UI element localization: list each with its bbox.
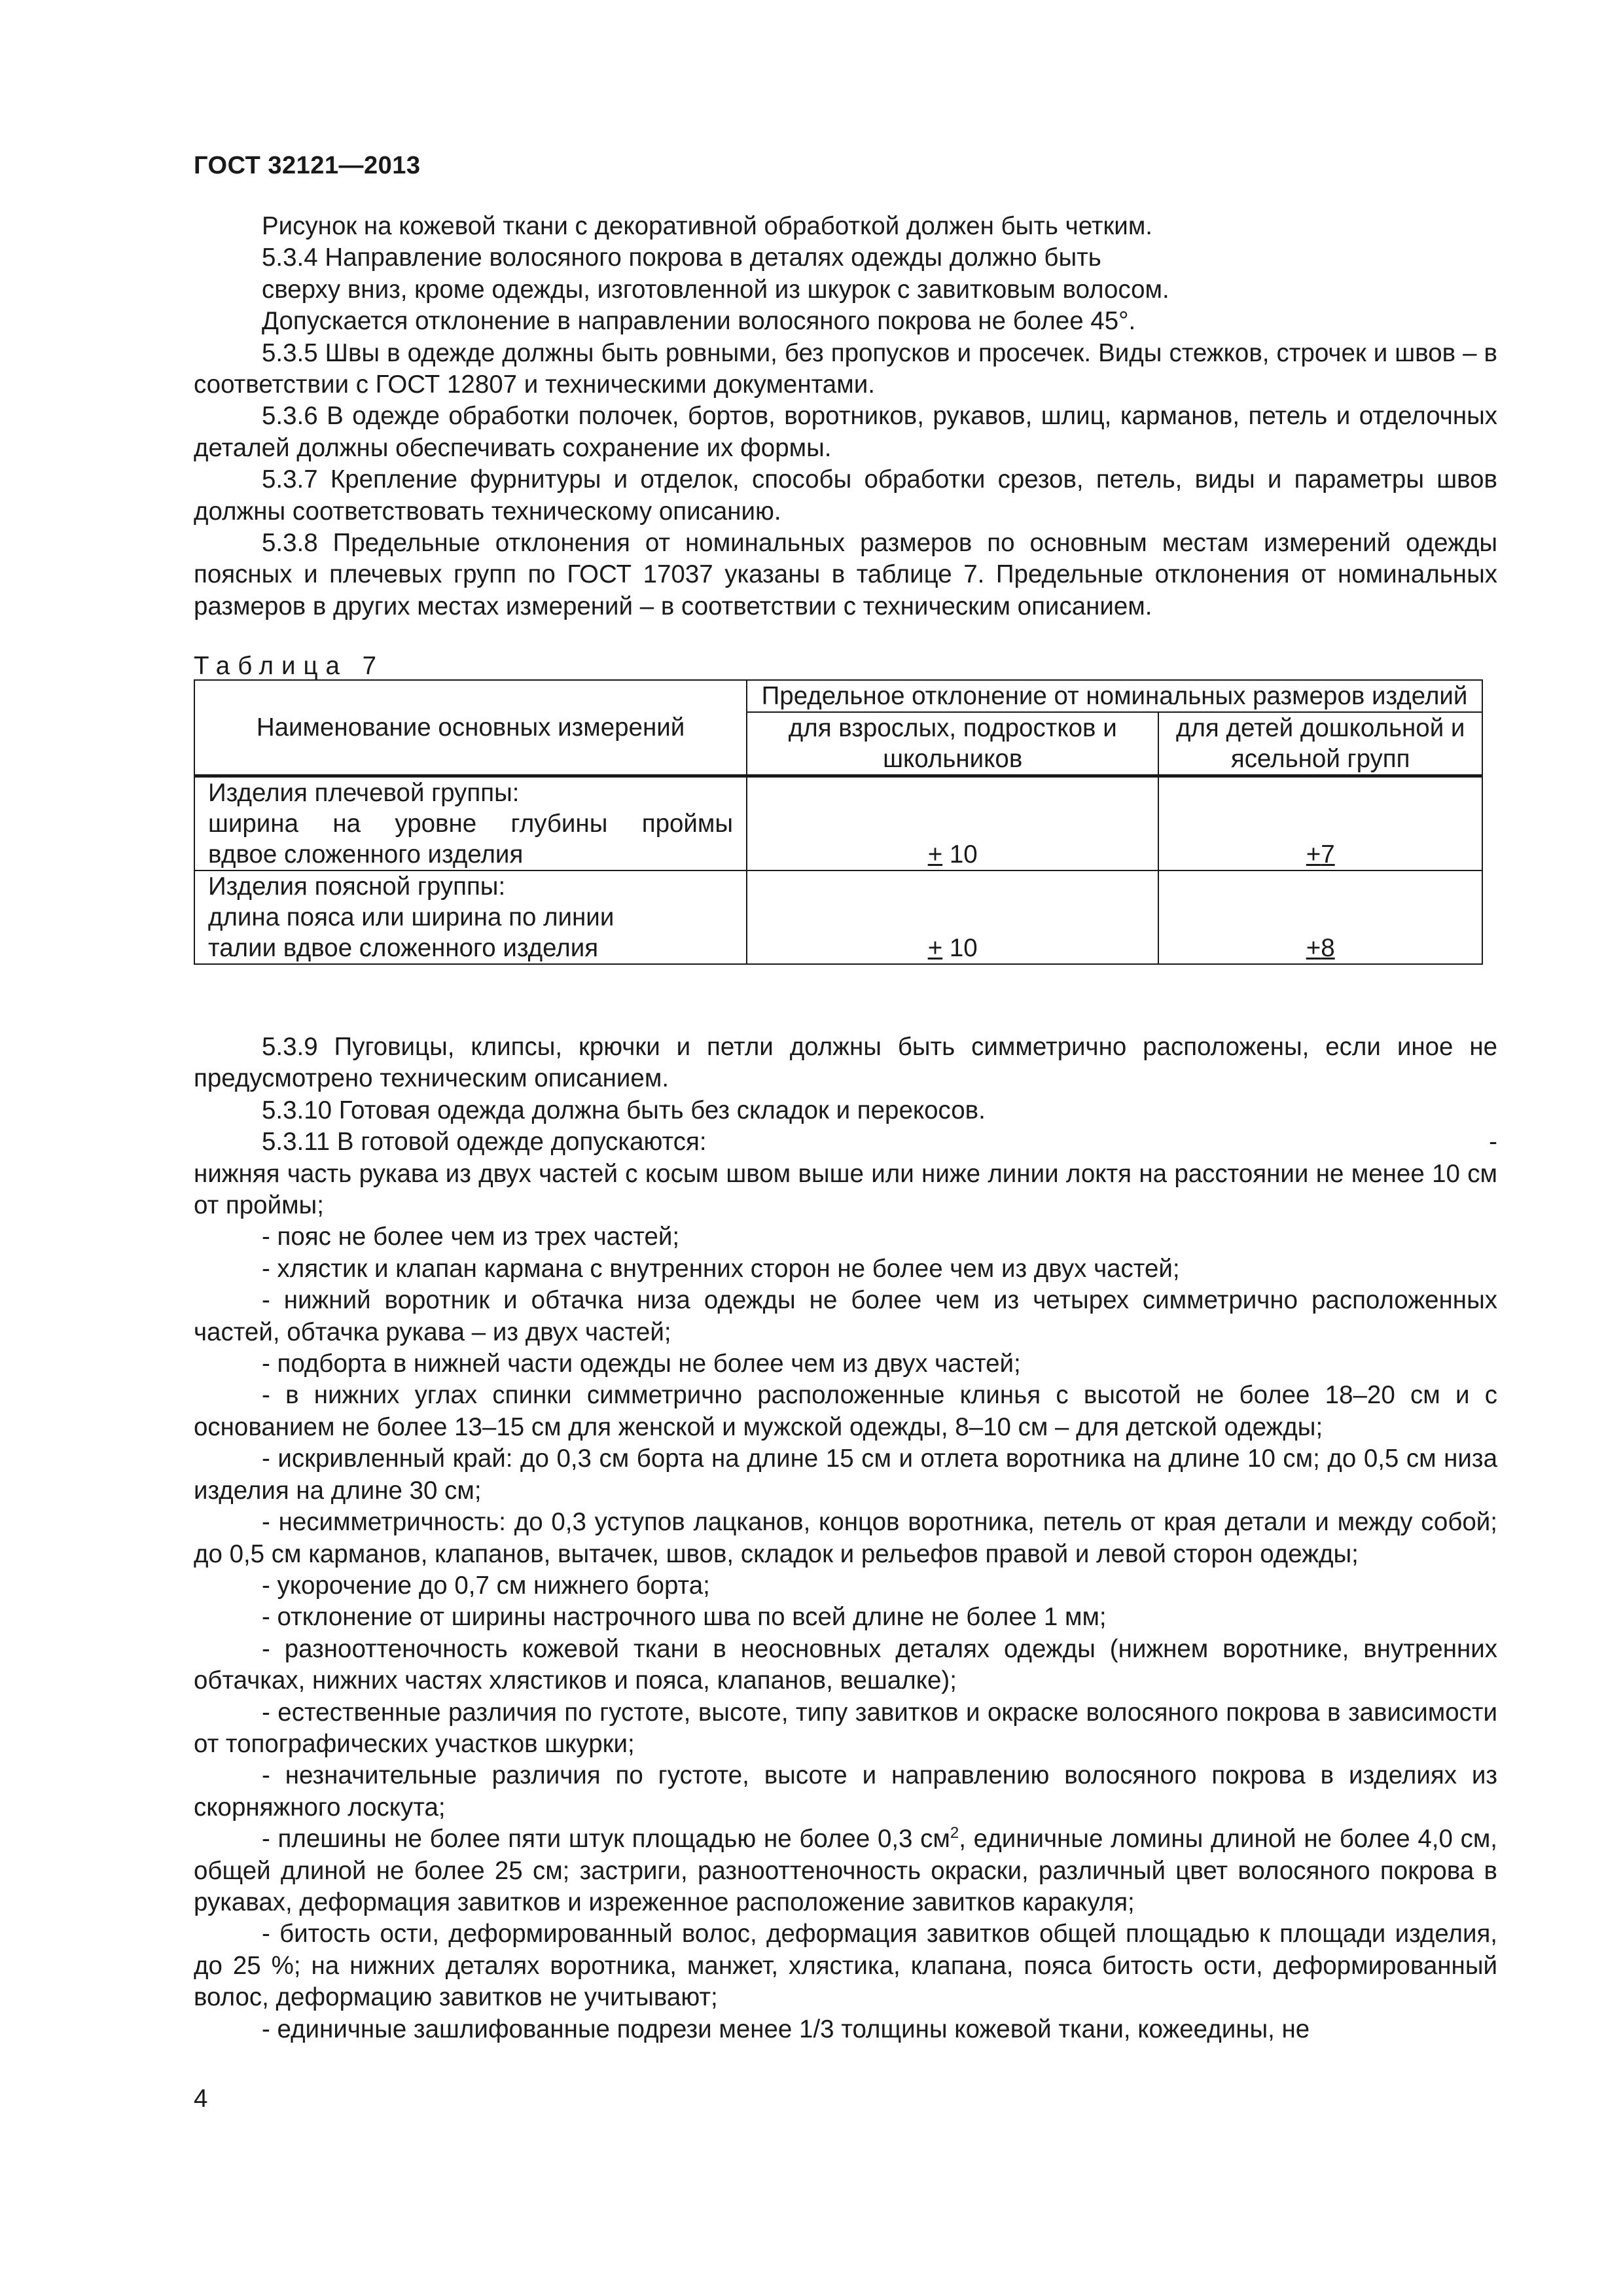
page-number: 4: [194, 2085, 208, 2113]
column-group-header: Предельное отклонение от номинальных размеров изделий: [747, 680, 1482, 712]
document-header: ГОСТ 32121—2013: [194, 152, 421, 179]
list-item: - разнооттеночность кожевой ткани в неосновных деталях одежды (нижнем воротнике, внутренних обтачках, нижних частях хлястиков и пояса, клапанов, вешалке);: [194, 1634, 1497, 1695]
clause-5-3-10: 5.3.10 Готовая одежда должна быть без складок и перекосов.: [262, 1096, 986, 1124]
clause-5-3-8: 5.3.8 Предельные отклонения от номинальных размеров по основным местам измерений одежды поясных и плечевых групп по ГОСТ 17037 указаны в таблице 7. Предельные отклонения от номинальных размеров в других местах измерений – в соответствии с техническим описанием.: [194, 529, 1497, 620]
table-caption: Таблица 7: [194, 652, 385, 680]
list-item: - несимметричность: до 0,3 уступов лацканов, концов воротника, петель от края детали и между собой; до 0,5 см карманов, клапанов, вытачек, швов, складок и рельефов правой и левой сторон одежды;: [194, 1508, 1497, 1568]
deviation-child: +7: [1158, 776, 1482, 871]
paragraph: Рисунок на кожевой ткани с декоративной обработкой должен быть четким.: [262, 212, 1152, 240]
clause-5-3-6: 5.3.6 В одежде обработки полочек, бортов, воротников, рукавов, шлиц, карманов, петель и отделочных деталей должны обеспечивать сохранение их формы.: [194, 402, 1497, 462]
column-header-adult: для взрослых, подростков и школьников: [747, 712, 1158, 776]
paragraph: нижняя часть рукава из двух частей с косым швом выше или ниже линии локтя на расстоянии не менее 10 см от проймы;: [194, 1159, 1497, 1220]
clause-5-3-9: 5.3.9 Пуговицы, клипсы, крючки и петли должны быть симметрично расположены, если иное не предусмотрено техническим описанием.: [194, 1033, 1497, 1093]
clause-5-3-11: 5.3.11 В готовой одежде допускаются: -: [262, 1128, 1497, 1157]
deviation-adult: + 10: [747, 870, 1158, 964]
list-item: - отклонение от ширины настрочного шва по всей длине не более 1 мм;: [262, 1603, 1107, 1632]
list-item: - подборта в нижней части одежды не более чем из двух частей;: [262, 1350, 1021, 1378]
list-item: - незначительные различия по густоте, высоте и направлению волосяного покрова в изделиях из скорняжного лоскута;: [194, 1761, 1497, 1821]
deviation-child: +8: [1158, 870, 1482, 964]
table-row: [194, 870, 1482, 964]
table-7: [194, 679, 1483, 965]
text-block-upper: [194, 211, 1497, 622]
list-item: - укорочение до 0,7 см нижнего борта;: [262, 1571, 710, 1600]
list-item: - пояс не более чем из трех частей;: [262, 1223, 680, 1251]
clause-5-3-7: 5.3.7 Крепление фурнитуры и отделок, способы обработки срезов, петель, виды и параметры швов должны соответствовать техническому описанию.: [194, 465, 1497, 526]
list-item: - единичные зашлифованные подрези менее 1/3 толщины кожевой ткани, кожеедины, не: [262, 2015, 1310, 2043]
list-item: - в нижних углах спинки симметрично расположенные клинья с высотой не более 18–20 см и с основанием не более 13–15 см для женской и мужской одежды, 8–10 см – для детской одежды;: [194, 1381, 1497, 1441]
measurement-name: Изделия плечевой группы: ширина на уровне глубины проймы вдвое сложенного изделия: [194, 776, 747, 871]
list-item: - битость ости, деформированный волос, деформация завитков общей площадью к площади изделия, до 25 %; на нижних деталях воротника, манжет, хлястика, клапана, пояса битость ости, деформированный волос, деформацию завитков не учитывают;: [194, 1920, 1497, 2012]
clause-5-3-4: 5.3.4 Направление волосяного покрова в деталях одежды должно быть: [262, 243, 1101, 272]
list-item: - хлястик и клапан кармана с внутренних сторон не более чем из двух частей;: [262, 1254, 1180, 1283]
column-header-child: для детей дошкольной и ясельной групп: [1158, 712, 1482, 776]
clause-5-3-5: 5.3.5 Швы в одежде должны быть ровными, без пропусков и просечек. Виды стежков, строчек и швов – в соответствии с ГОСТ 12807 и техническими документами.: [194, 338, 1497, 399]
column-header-name: Наименование основных измерений: [194, 680, 747, 776]
text-block-lower: [194, 1031, 1497, 2045]
list-item: - нижний воротник и обтачка низа одежды не более чем из четырех симметрично расположенных частей, обтачка рукава – из двух частей;: [194, 1286, 1497, 1346]
paragraph: Допускается отклонение в направлении волосяного покрова не более 45°.: [262, 307, 1136, 336]
deviation-adult: + 10: [747, 776, 1158, 871]
paragraph: сверху вниз, кроме одежды, изготовленной из шкурок с завитковым волосом.: [262, 275, 1169, 304]
measurement-name: Изделия поясной группы: длина пояса или ширина по линии талии вдвое сложенного изделия: [194, 870, 747, 964]
list-item: - естественные различия по густоте, высоте, типу завитков и окраске волосяного покрова в зависимости от топографических участков шкурки;: [194, 1698, 1497, 1758]
list-item: - искривленный край: до 0,3 см борта на длине 15 см и отлета воротника на длине 10 см; до 0,5 см низа изделия на длине 30 см;: [194, 1444, 1497, 1505]
table-row: [194, 776, 1482, 871]
list-item: - плешины не более пяти штук площадью не более 0,3 $см^2$, единичные ломины длиной не более 4,0 см, общей длиной не более 25 см; застриги, разнооттеночность окраски, различный цвет волосяного покрова в рукавах, деформация завитков и изреженное расположение завитков каракуля;: [194, 1824, 1497, 1916]
